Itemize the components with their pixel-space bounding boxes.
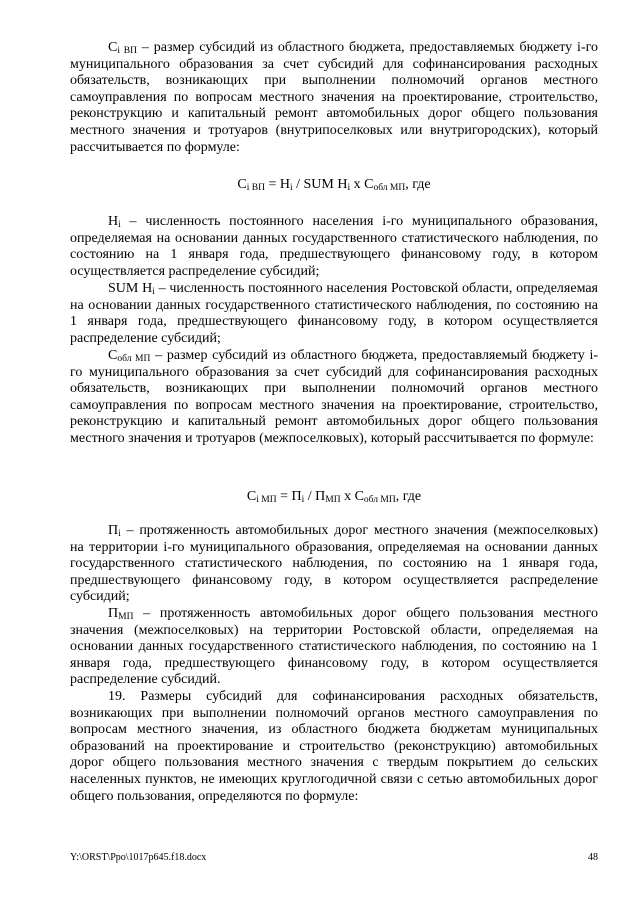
definition-text: – размер субсидий из областного бюджета, предоставляемых бюджету i-го муниципального образования за счет субсидий для софинансирования расходных обязательств, возникающих при выполнении полномочий органов местного самоуправления по вопросам местного значения на проектирование, строительство, реконструкцию и капитальный ремонт автомобильных дорог общего пользования местного значения и тротуаров (внутрипоселковых или внутригородских), который рассчитывается по формуле:: [70, 40, 598, 155]
symbol-subscript: i ВП: [117, 46, 137, 56]
paragraph-sum-hi-definition: SUM $Н_i$ – численность постоянного населения Ростовской области, определяемая на основании данных государственного статистического наблюдения, по состоянию на 1 января года, предшествующего финансовому году, в котором осуществляется распределение субсидий;: [70, 281, 598, 346]
symbol: C: [108, 40, 118, 55]
paragraph-hi-definition: $Н_i$ – численность постоянного населения i-го муниципального образования, определяемая на основании данных государственного статистического наблюдения, по состоянию на 1 января года, предшествующего финансовому году, в котором осуществляется распределение субсидий;: [70, 214, 598, 279]
formula-ci-mp: $С_{i МП} = П_i / П_{МП}$ х $С_{обл МП}$, где: [246, 489, 422, 505]
paragraph-ci-vp-definition: [70, 40, 598, 156]
paragraph-c-obl-mp-definition: $С_{обл МП}$ – размер субсидий из областного бюджета, предоставляемый бюджету i-го муниципального образования за счет субсидий для софинансирования расходных обязательств, возникающих при выполнении полномочий органов местного самоуправления по вопросам местного значения на проектирование, строительство, реконструкцию и капитальный ремонт автомобильных дорог общего пользования местного значения и тротуаров (межпоселковых), который рассчитывается по формуле:: [70, 348, 598, 446]
paragraph-pi-definition: $П_i$ – протяженность автомобильных дорог местного значения (межпоселковых) на территории i-го муниципального образования, определяемая на основании данных государственного статистического наблюдения, по состоянию на 1 января года, предшествующего финансовому году, в котором осуществляется распределение субсидий;: [70, 523, 598, 605]
footer-file-path: Y:\ORST\Ppo\1017p645.f18.docx: [70, 852, 207, 863]
paragraph-p-mp-definition: $П_{МП}$ – протяженность автомобильных дорог общего пользования местного значения (межпоселковых) на территории Ростовской области, определяемая на основании данных государственного статистического наблюдения, по состоянию на 1 января года, предшествующего финансовому году, в котором осуществляется распределение субсидий.: [70, 606, 598, 688]
paragraph-section-19: 19. Размеры субсидий для софинансирования расходных обязательств, возникающих при выполнении полномочий органов местного самоуправления по вопросам местного значения, из областного бюджета бюджетам муниципальных образований на проектирование и строительство (реконструкцию) автомобильных дорог общего пользования местного значения с твердым покрытием до сельских населенных пунктов, не имеющих круглогодичной связи с сетью автомобильных дорог общего пользования, определяются по формуле:: [70, 689, 598, 804]
formula-ci-vp: $С_{i ВП} = Н_i$ / SUM $Н_i$ х $С_{обл МП}$, где: [237, 177, 431, 193]
footer-page-number: 48: [588, 852, 598, 863]
